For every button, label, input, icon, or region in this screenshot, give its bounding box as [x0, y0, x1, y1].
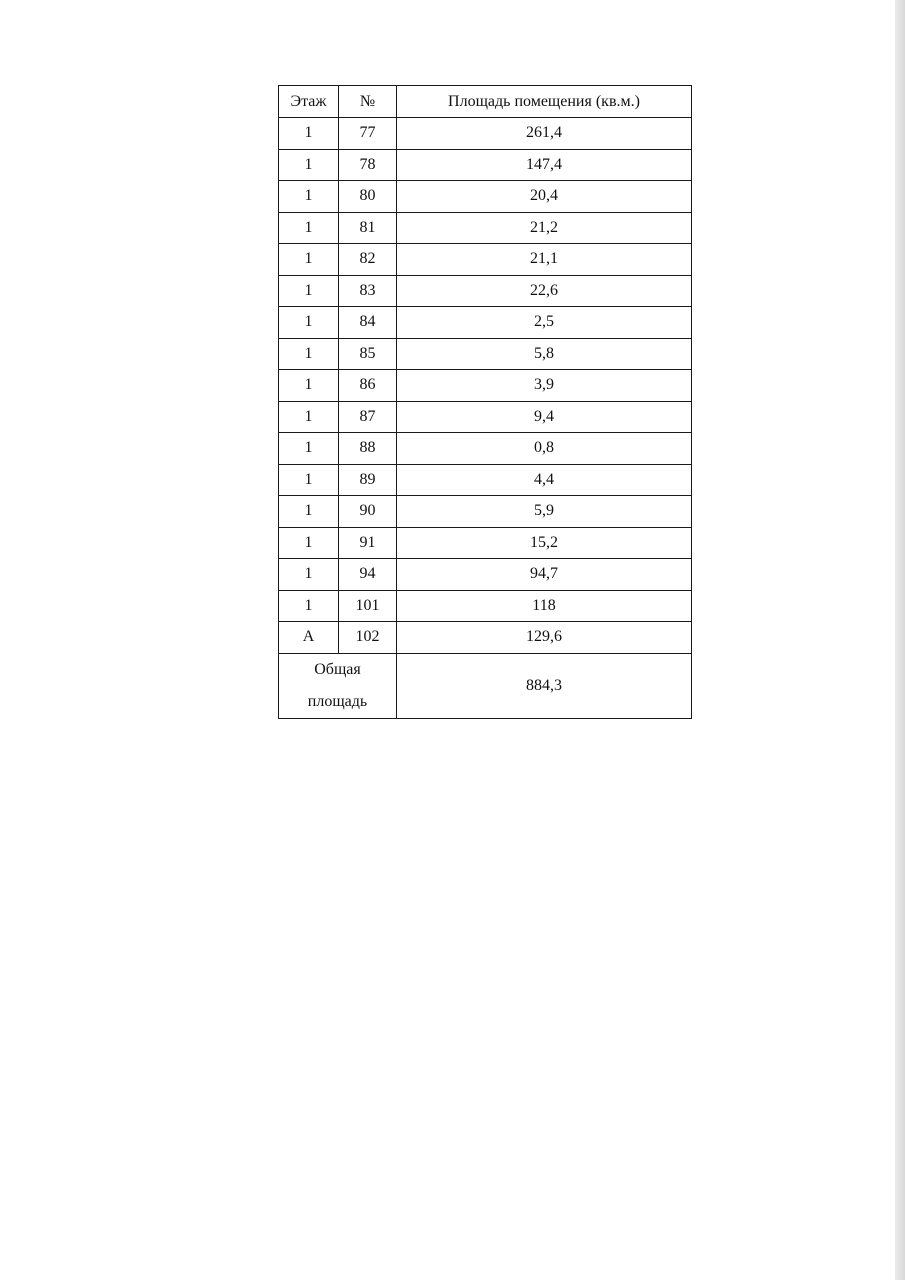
cell-number: 81	[339, 212, 397, 244]
table-row	[279, 244, 692, 276]
cell-floor: 1	[279, 149, 339, 181]
cell-area: 5,8	[397, 338, 692, 370]
total-row	[279, 653, 692, 718]
cell-area: 147,4	[397, 149, 692, 181]
table-row	[279, 118, 692, 150]
cell-number: 78	[339, 149, 397, 181]
table-header-row	[279, 86, 692, 118]
cell-number: 84	[339, 307, 397, 339]
cell-floor: 1	[279, 401, 339, 433]
cell-floor: 1	[279, 307, 339, 339]
cell-floor: А	[279, 622, 339, 654]
table-row	[279, 433, 692, 465]
table-row	[279, 464, 692, 496]
total-label-line1: Общая	[314, 660, 361, 678]
cell-floor: 1	[279, 244, 339, 276]
cell-floor: 1	[279, 118, 339, 150]
cell-number: 89	[339, 464, 397, 496]
table-row	[279, 496, 692, 528]
cell-area: 2,5	[397, 307, 692, 339]
table-body	[279, 118, 692, 654]
cell-floor: 1	[279, 212, 339, 244]
cell-area: 22,6	[397, 275, 692, 307]
table-row	[279, 338, 692, 370]
cell-floor: 1	[279, 433, 339, 465]
cell-floor: 1	[279, 496, 339, 528]
table-row	[279, 401, 692, 433]
cell-area: 0,8	[397, 433, 692, 465]
table-row	[279, 590, 692, 622]
cell-area: 129,6	[397, 622, 692, 654]
cell-floor: 1	[279, 590, 339, 622]
cell-area: 5,9	[397, 496, 692, 528]
table-row	[279, 559, 692, 591]
total-label	[279, 653, 397, 718]
cell-number: 87	[339, 401, 397, 433]
cell-floor: 1	[279, 527, 339, 559]
cell-floor: 1	[279, 338, 339, 370]
cell-area: 3,9	[397, 370, 692, 402]
header-area: Площадь помещения (кв.м.)	[397, 86, 692, 118]
table-row	[279, 622, 692, 654]
cell-number: 85	[339, 338, 397, 370]
cell-area: 118	[397, 590, 692, 622]
cell-floor: 1	[279, 464, 339, 496]
table-row	[279, 275, 692, 307]
cell-area: 94,7	[397, 559, 692, 591]
cell-floor: 1	[279, 181, 339, 213]
cell-number: 77	[339, 118, 397, 150]
cell-floor: 1	[279, 559, 339, 591]
table-row	[279, 212, 692, 244]
cell-number: 94	[339, 559, 397, 591]
cell-number: 80	[339, 181, 397, 213]
table-row	[279, 149, 692, 181]
cell-area: 21,1	[397, 244, 692, 276]
cell-number: 90	[339, 496, 397, 528]
total-label-line2: площадь	[307, 692, 368, 710]
cell-number: 91	[339, 527, 397, 559]
header-number: №	[339, 86, 397, 118]
area-table	[278, 85, 692, 719]
cell-number: 83	[339, 275, 397, 307]
cell-area: 15,2	[397, 527, 692, 559]
table-row	[279, 370, 692, 402]
table-row	[279, 527, 692, 559]
cell-floor: 1	[279, 370, 339, 402]
cell-number: 86	[339, 370, 397, 402]
cell-area: 20,4	[397, 181, 692, 213]
cell-area: 9,4	[397, 401, 692, 433]
total-value: 884,3	[397, 653, 692, 718]
cell-area: 21,2	[397, 212, 692, 244]
cell-number: 88	[339, 433, 397, 465]
cell-area: 261,4	[397, 118, 692, 150]
header-floor: Этаж	[279, 86, 339, 118]
cell-number: 102	[339, 622, 397, 654]
cell-floor: 1	[279, 275, 339, 307]
cell-number: 82	[339, 244, 397, 276]
table-row	[279, 307, 692, 339]
cell-number: 101	[339, 590, 397, 622]
page-edge	[895, 0, 905, 1280]
table-row	[279, 181, 692, 213]
cell-area: 4,4	[397, 464, 692, 496]
